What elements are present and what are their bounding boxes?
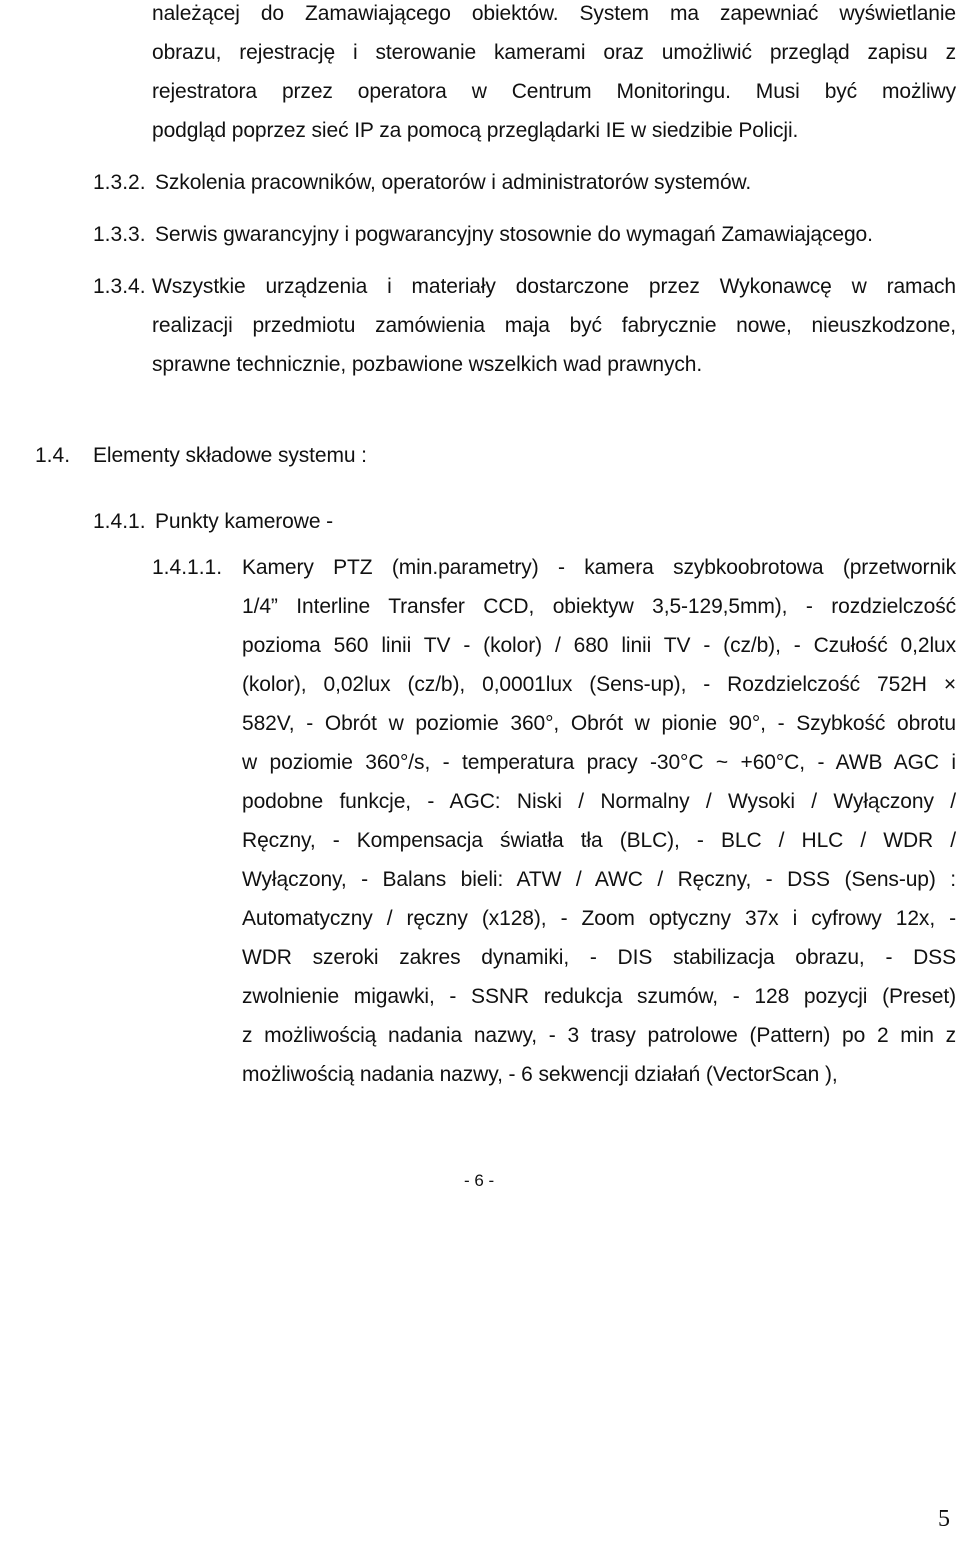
item-text-133: Serwis gwarancyjny i pogwarancyjny stosownie do wymagań Zamawiającego. — [155, 223, 873, 246]
section-1411-line-9: Wyłączony, - Balans bieli: ATW / AWC / Ręczny, - DSS (Sens-up) : — [242, 868, 956, 891]
section-1411-line-10: Automatyczny / ręczny (x128), - Zoom optyczny 37x i cyfrowy 12x, - — [242, 907, 956, 930]
section-1411-line-3: pozioma 560 linii TV - (kolor) / 680 linii TV - (cz/b), - Czułość 0,2lux — [242, 634, 956, 657]
intro-line-1: należącej do Zamawiającego obiektów. System ma zapewniać wyświetlanie — [152, 2, 956, 25]
section-1411-line-4: (kolor), 0,02lux (cz/b), 0,0001lux (Sens-up), - Rozdzielczość 752H × — [242, 673, 956, 696]
intro-line-2: obrazu, rejestrację i sterowanie kamerami oraz umożliwić przegląd zapisu z — [152, 41, 956, 64]
item-text-134-line-1: Wszystkie urządzenia i materiały dostarczone przez Wykonawcę w ramach — [152, 275, 956, 298]
item-number-133: 1.3.3. — [93, 223, 146, 246]
section-1411-line-13: z możliwością nadania nazwy, - 3 trasy patrolowe (Pattern) po 2 min z — [242, 1024, 956, 1047]
item-text-132: Szkolenia pracowników, operatorów i administratorów systemów. — [155, 171, 752, 194]
intro-line-4: podgląd poprzez sieć IP za pomocą przeglądarki IE w siedzibie Policji. — [152, 119, 799, 142]
page-footer-number: - 6 - — [464, 1171, 495, 1190]
item-number-132: 1.3.2. — [93, 171, 146, 194]
section-141-number: 1.4.1. — [93, 510, 146, 533]
section-1411-line-7: podobne funkcje, - AGC: Niski / Normalny / Wysoki / Wyłączony / — [242, 790, 956, 813]
item-text-134-line-2: realizacji przedmiotu zamówienia maja być fabrycznie nowe, nieuszkodzone, — [152, 314, 956, 337]
section-1411-line-2: 1/4” Interline Transfer CCD, obiektyw 3,5-129,5mm), - rozdzielczość — [242, 595, 956, 618]
section-1411-line-12: zwolnienie migawki, - SSNR redukcja szumów, - 128 pozycji (Preset) — [242, 985, 956, 1008]
section-1411-line-14: możliwością nadania nazwy, - 6 sekwencji działań (VectorScan ), — [242, 1063, 838, 1086]
section-14-number: 1.4. — [35, 444, 71, 467]
section-1411-line-11: WDR szeroki zakres dynamiki, - DIS stabilizacja obrazu, - DSS — [242, 946, 956, 969]
section-1411-number: 1.4.1.1. — [152, 556, 223, 579]
section-1411-line-5: 582V, - Obrót w poziomie 360°, Obrót w pionie 90°, - Szybkość obrotu — [242, 712, 956, 735]
section-14-title: Elementy składowe systemu : — [93, 444, 367, 467]
section-1411-line-1: Kamery PTZ (min.parametry) - kamera szybkoobrotowa (przetwornik — [242, 556, 956, 579]
section-141-title: Punkty kamerowe - — [155, 510, 334, 533]
item-text-134-line-3: sprawne technicznie, pozbawione wszelkich wad prawnych. — [152, 353, 703, 376]
section-1411-line-6: w poziomie 360°/s, - temperatura pracy -30°C ~ +60°C, - AWB AGC i — [242, 751, 956, 774]
item-number-134: 1.3.4. — [93, 275, 146, 298]
corner-page-number: 5 — [938, 1506, 950, 1532]
intro-line-3: rejestratora przez operatora w Centrum Monitoringu. Musi być możliwy — [152, 80, 956, 103]
section-1411-line-8: Ręczny, - Kompensacja światła tła (BLC), - BLC / HLC / WDR / — [242, 829, 956, 852]
